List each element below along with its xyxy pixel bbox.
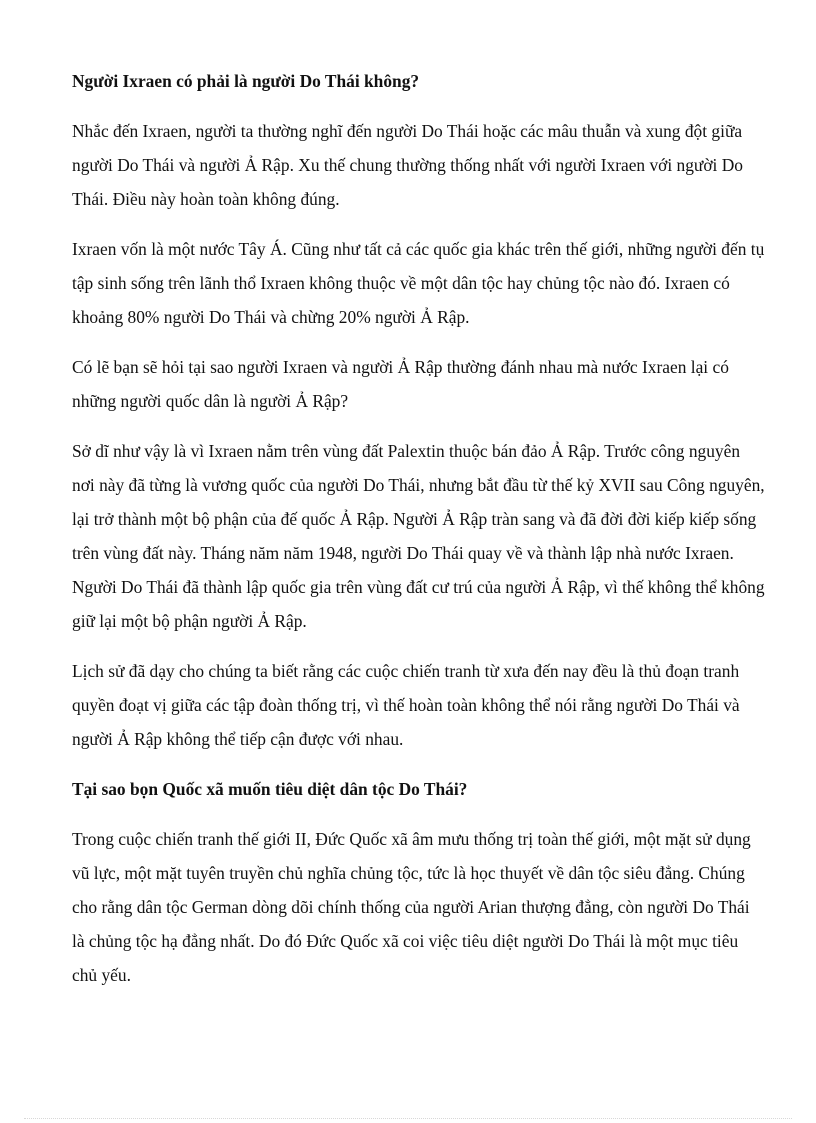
paragraph-nazi-ideology: Trong cuộc chiến tranh thế giới II, Đức Quốc xã âm mưu thống trị toàn thế giới, một mặt sử dụng vũ lực, một mặt tuyên truyền chủ nghĩa chủng tộc, tức là học thuyết về dân tộc siêu đẳng. Chúng cho rằng dân tộc German dòng dõi chính thống của người Arian thượng đẳng, còn người Do Thái là chủng tộc hạ đẳng nhất. Do đó Đức Quốc xã coi việc tiêu diệt người Do Thái là một mục tiêu chủ yếu. [72,829,751,985]
paragraph-lesson: Lịch sử đã dạy cho chúng ta biết rằng các cuộc chiến tranh từ xưa đến nay đều là thủ đoạn tranh quyền đoạt vị giữa các tập đoàn thống trị, vì thế hoàn toàn không thể nói rằng người Do Thái và người Ả Rập không thể tiếp cận được với nhau. [72,661,740,749]
document-page [72,64,766,1008]
paragraph-history: Sở dĩ như vậy là vì Ixraen nằm trên vùng đất Palextin thuộc bán đảo Ả Rập. Trước công nguyên nơi này đã từng là vương quốc của người Do Thái, nhưng bắt đầu từ thế kỷ XVII sau Công nguyên, lại trở thành một bộ phận của đế quốc Ả Rập. Người Ả Rập tràn sang và đã đời đời kiếp kiếp sống trên vùng đất này. Tháng năm năm 1948, người Do Thái quay về và thành lập nhà nước Ixraen. Người Do Thái đã thành lập quốc gia trên vùng đất cư trú của người Ả Rập, vì thế không thể không giữ lại một bộ phận người Ả Rập. [72,441,765,631]
page-bottom-divider [24,1118,792,1119]
section-heading-israel-jews: Người Ixraen có phải là người Do Thái không? [72,71,420,91]
paragraph-intro: Nhắc đến Ixraen, người ta thường nghĩ đến người Do Thái hoặc các mâu thuẫn và xung đột giữa người Do Thái và người Ả Rập. Xu thế chung thường thống nhất với người Ixraen với người Do Thái. Điều này hoàn toàn không đúng. [72,121,743,209]
section-heading-nazi: Tại sao bọn Quốc xã muốn tiêu diệt dân tộc Do Thái? [72,779,468,799]
paragraph-israel-population: Ixraen vốn là một nước Tây Á. Cũng như tất cả các quốc gia khác trên thế giới, những người đến tụ tập sinh sống trên lãnh thổ Ixraen không thuộc về một dân tộc hay chủng tộc nào đó. Ixraen có khoảng 80% người Do Thái và chừng 20% người Ả Rập. [72,239,765,327]
paragraph-question: Có lẽ bạn sẽ hỏi tại sao người Ixraen và người Ả Rập thường đánh nhau mà nước Ixraen lại có những người quốc dân là người Ả Rập? [72,357,729,411]
